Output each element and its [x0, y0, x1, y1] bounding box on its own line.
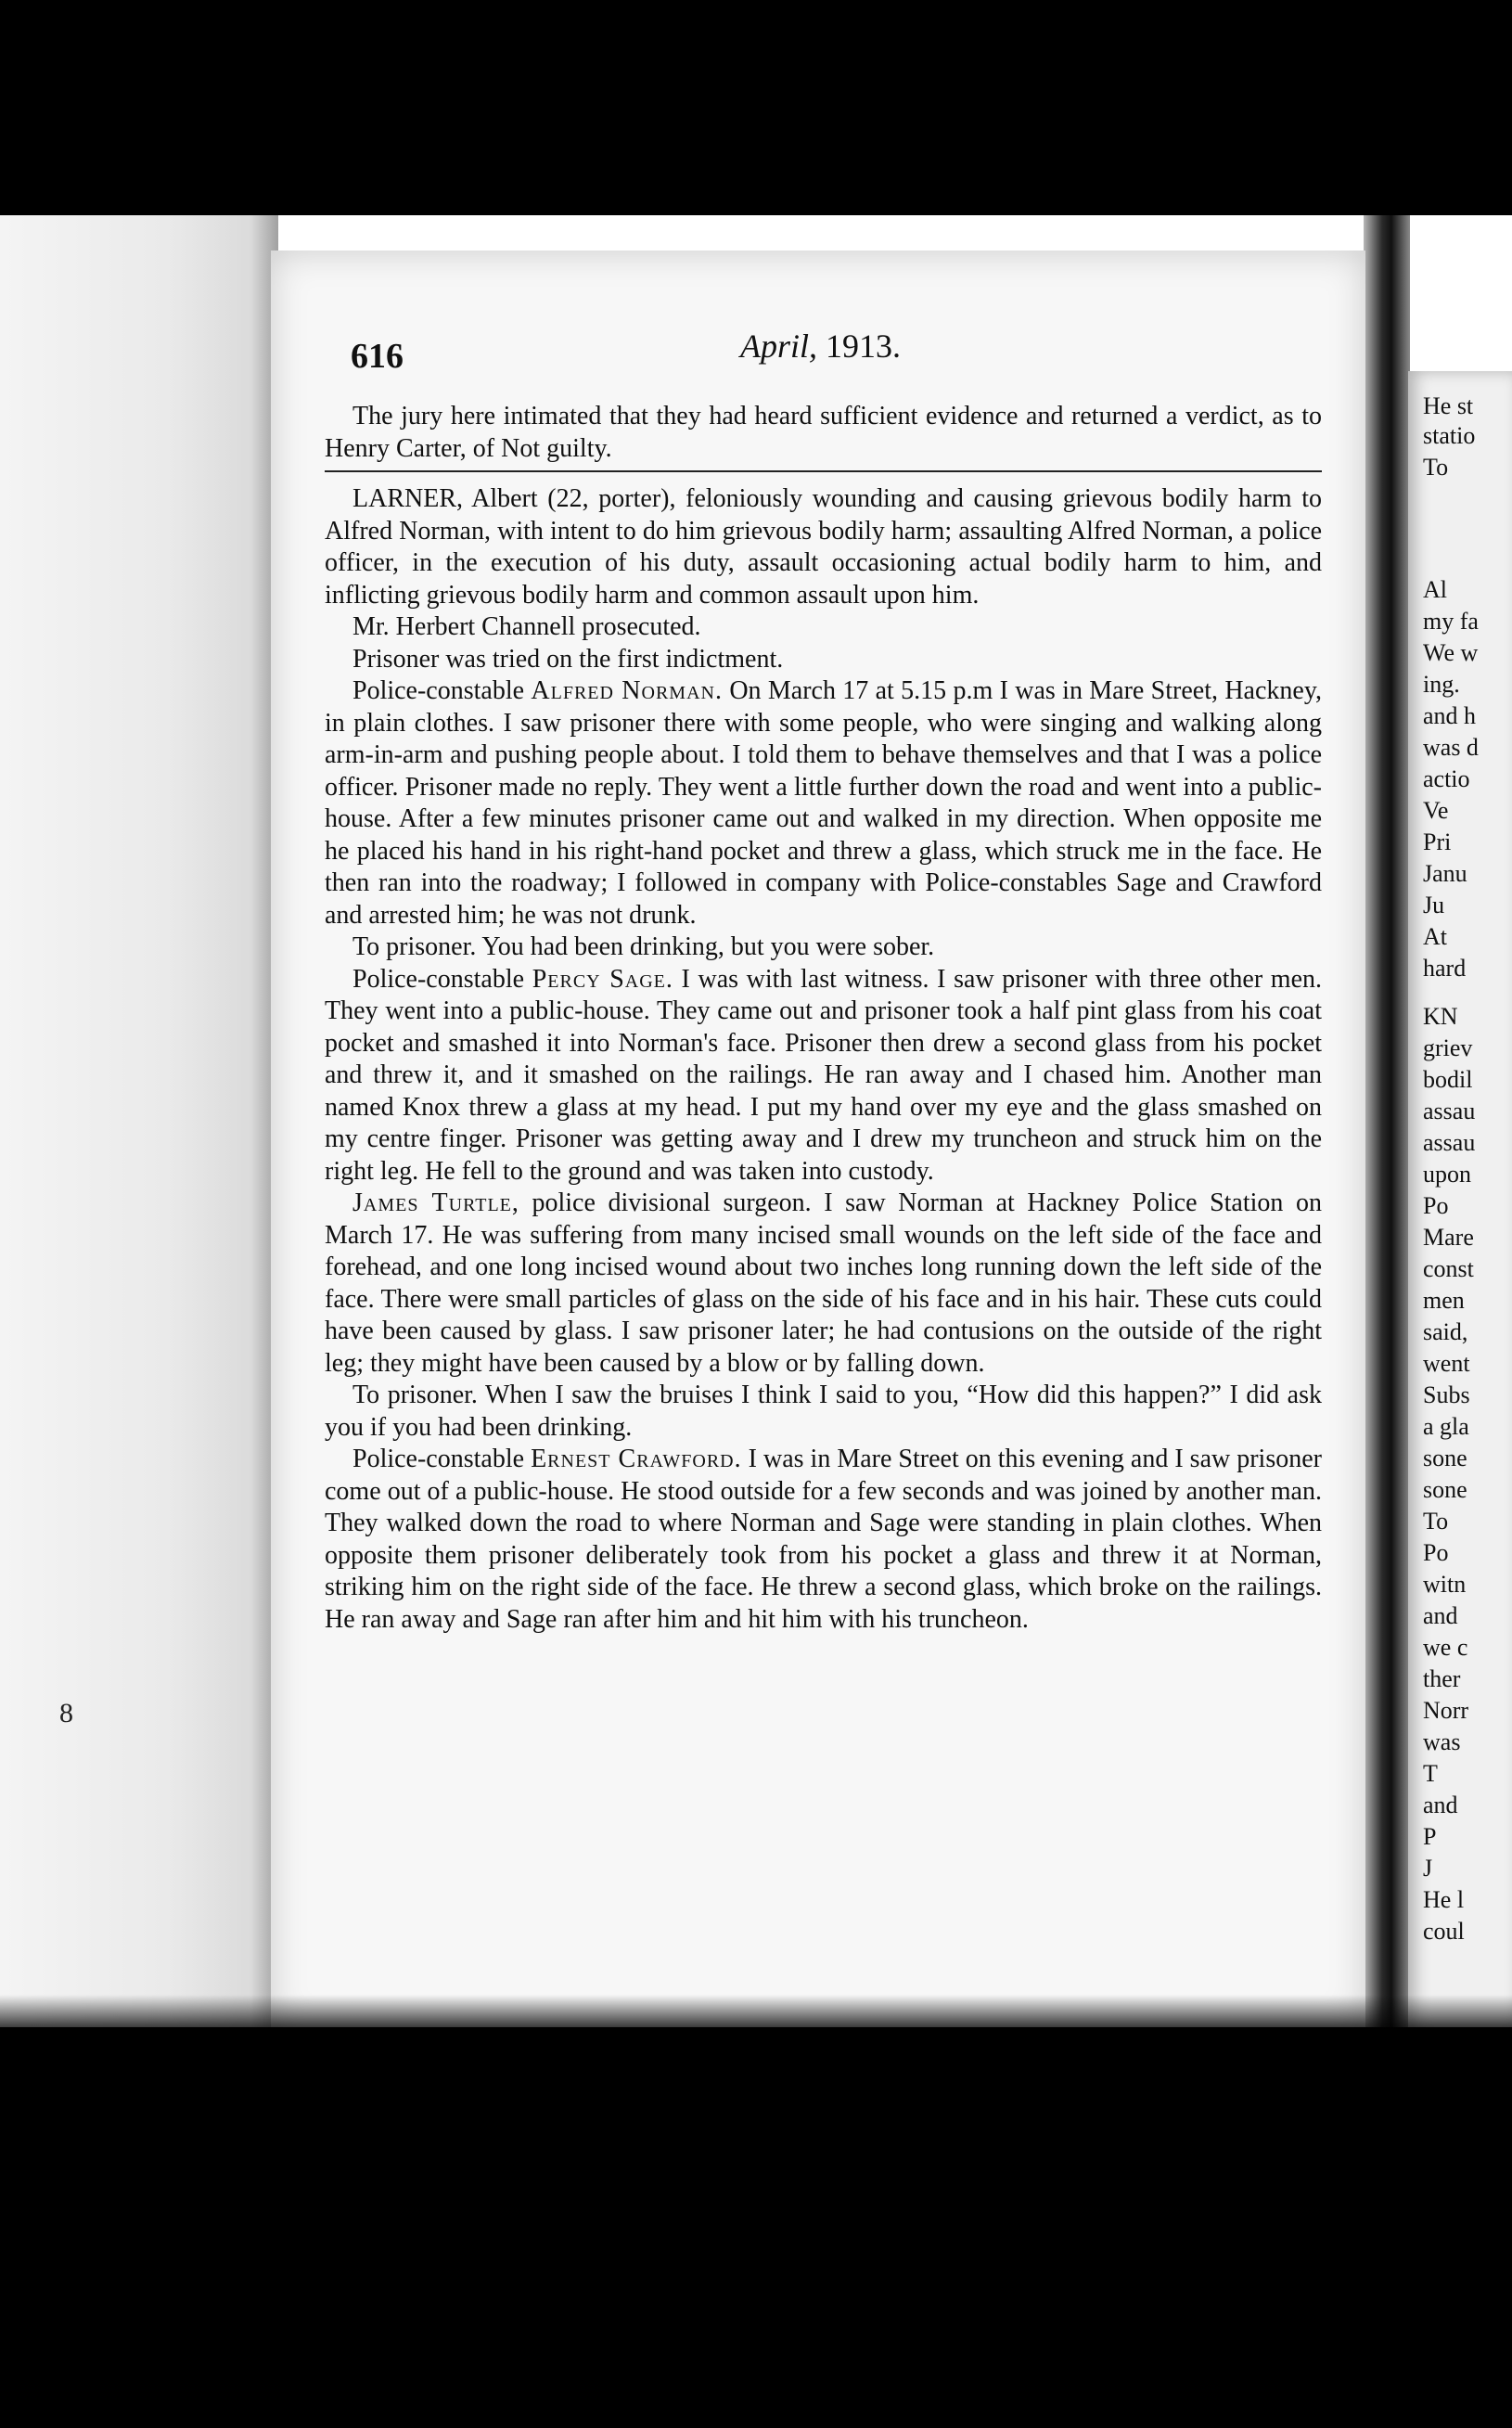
right-line: Pri — [1423, 829, 1452, 855]
right-line: P — [1423, 1823, 1437, 1850]
right-line: and — [1423, 1602, 1458, 1629]
right-line: Ve — [1423, 797, 1449, 824]
right-line: Al — [1423, 576, 1447, 603]
right-line: actio — [1423, 765, 1470, 792]
margin-mark: 8 — [59, 1698, 73, 1728]
paragraph-verdict: The jury here intimated that they had heard sufficient evidence and returned a verdict, as to Henry Carter, of Not guilty. — [325, 402, 1322, 463]
right-line: sone — [1423, 1445, 1467, 1471]
right-line: Janu — [1423, 860, 1467, 887]
witness-name: Percy Sage. — [532, 964, 673, 994]
right-line: He l — [1423, 1886, 1465, 1913]
book-page-left — [271, 251, 1365, 2032]
running-head-month: April, — [740, 328, 818, 365]
right-line: and h — [1423, 702, 1477, 729]
right-line: assau — [1423, 1129, 1476, 1156]
right-line: my fa — [1423, 608, 1479, 635]
right-line: bodil — [1423, 1066, 1473, 1093]
right-line: At — [1423, 923, 1447, 950]
right-line: upon — [1423, 1161, 1471, 1188]
paragraph-prosecutor: Mr. Herbert Channell prosecuted. — [352, 612, 701, 641]
right-line: Mare — [1423, 1224, 1474, 1251]
testimony-text: On March 17 at 5.15 p.m I was in Mare Street, Hackney, in plain clothes. I saw prisoner there with some people, who were singing and walking along arm-in-arm and pushing people about. I told them to behave themselves and that I was a police officer. Prisoner made no reply. They went a little further down the road and went into a public-house. After a few minutes prisoner came out and walked in my direction. When opposite me he placed his hand in his right-hand pocket and threw a glass, which struck me in the face. He then ran into the roadway; I followed in company with Police-constables Sage and Crawford and arrested him; he was not drunk. — [325, 676, 1323, 930]
page-body — [325, 401, 1322, 1636]
running-head-year: 1913. — [826, 328, 902, 365]
testimony-role: Police-constable — [352, 1445, 525, 1473]
bottom-shadow — [0, 1995, 1512, 2032]
right-line: sone — [1423, 1476, 1467, 1503]
section-divider — [325, 470, 1322, 472]
right-line: witn — [1423, 1571, 1467, 1598]
right-line: went — [1423, 1350, 1470, 1377]
right-line: T — [1423, 1760, 1438, 1787]
right-line: we c — [1423, 1634, 1468, 1661]
witness-name: Alfred Norman. — [531, 676, 723, 705]
right-line: J — [1423, 1855, 1433, 1882]
paragraph-indictment: LARNER, Albert (22, porter), feloniously wounding and causing grievous bodily harm to Alfred Norman, with intent to do him grievous bodily harm; assaulting Alfred Norman, a police officer, in the execution of his duty, assault occasioning actual bodily harm to him, and inflicting grievous bodily harm and common assault upon him. — [325, 484, 1322, 610]
right-line: const — [1423, 1255, 1474, 1282]
testimony-role: Police-constable — [352, 964, 525, 994]
right-line: KN — [1423, 1003, 1458, 1030]
testimony-text: I was in Mare Street on this evening and I saw prisoner come out of a public-house. He stood outside for a few seconds and was joined by another man. They walked down the road to where Norman and Sage were standing in plain clothes. When opposite them prisoner deliberately took from his pocket a glass and threw it at Norman, striking him on the right side of the face. He threw a second glass, which broke on the railings. He ran away and Sage ran after him and hit him with his truncheon. — [325, 1445, 1322, 1634]
top-scan-border — [0, 0, 1512, 215]
right-line: was — [1423, 1728, 1461, 1755]
right-line: To — [1423, 454, 1449, 481]
book-gutter — [1364, 215, 1410, 2052]
right-line: statio — [1423, 422, 1476, 449]
right-line: was d — [1423, 734, 1479, 761]
testimony-role: Police-constable — [352, 676, 525, 705]
right-line: assau — [1423, 1098, 1476, 1124]
right-line: We w — [1423, 639, 1479, 666]
right-line: griev — [1423, 1034, 1473, 1061]
right-line: Norr — [1423, 1697, 1469, 1724]
page-header — [351, 328, 1278, 392]
left-scan-margin — [0, 215, 278, 2052]
testimony-crawford — [325, 1444, 1322, 1636]
right-line: Po — [1423, 1192, 1449, 1219]
right-line: Po — [1423, 1539, 1449, 1566]
witness-name: Ernest Crawford. — [531, 1445, 742, 1473]
page-number: 616 — [351, 337, 404, 376]
testimony-turtle — [325, 1188, 1322, 1380]
right-line: hard — [1423, 955, 1467, 982]
cross-exam-norman: To prisoner. You had been drinking, but you were sober. — [352, 932, 935, 961]
witness-name: James Turtle, — [352, 1188, 519, 1217]
right-line: said, — [1423, 1318, 1468, 1345]
testimony-text: police divisional surgeon. I saw Norman at Hackney Police Station on March 17. He was suffering from many incised small wounds on the left side of the face and forehead, and one long incised wound about two inches long running down the left side of the face. There were small particles of glass on the side of his face and in his hair. These cuts could have been caused by glass. I saw prisoner later; he had contusions on the outside of the right leg; they might have been caused by a blow or by falling down. — [325, 1188, 1323, 1378]
paragraph-trial-note: Prisoner was tried on the first indictment. — [352, 644, 784, 674]
right-line: coul — [1423, 1918, 1465, 1945]
book-page-right-fragment — [1408, 371, 1512, 2032]
bottom-scan-border — [0, 2027, 1512, 2428]
right-line: a gla — [1423, 1413, 1469, 1440]
right-line: ther — [1423, 1665, 1461, 1692]
right-line: men — [1423, 1287, 1465, 1314]
right-line: To — [1423, 1508, 1449, 1535]
right-line: Ju — [1423, 892, 1445, 919]
cross-exam-turtle: To prisoner. When I saw the bruises I think I said to you, “How did this happen?” I did ask you if you had been drinking. — [325, 1381, 1322, 1442]
running-head — [740, 327, 901, 366]
right-line: ing. — [1423, 671, 1460, 698]
testimony-norman — [325, 675, 1322, 931]
right-line: and — [1423, 1792, 1458, 1818]
testimony-sage — [325, 964, 1322, 1188]
testimony-text: I was with last witness. I saw prisoner with three other men. They went into a public-house. They came out and prisoner took a half pint glass from his coat pocket and smashed it into Norman's face. Prisoner then drew a second glass from his pocket and threw it, and it smashed on the railings. He ran away and I chased him. Another man named Knox threw a glass at my head. I put my hand over my eye and the glass smashed on my centre finger. Prisoner was getting away and I drew my truncheon and struck him on the right leg. He fell to the ground and was taken into custody. — [325, 964, 1322, 1186]
right-line: Subs — [1423, 1381, 1470, 1408]
right-line: He st — [1423, 392, 1474, 419]
